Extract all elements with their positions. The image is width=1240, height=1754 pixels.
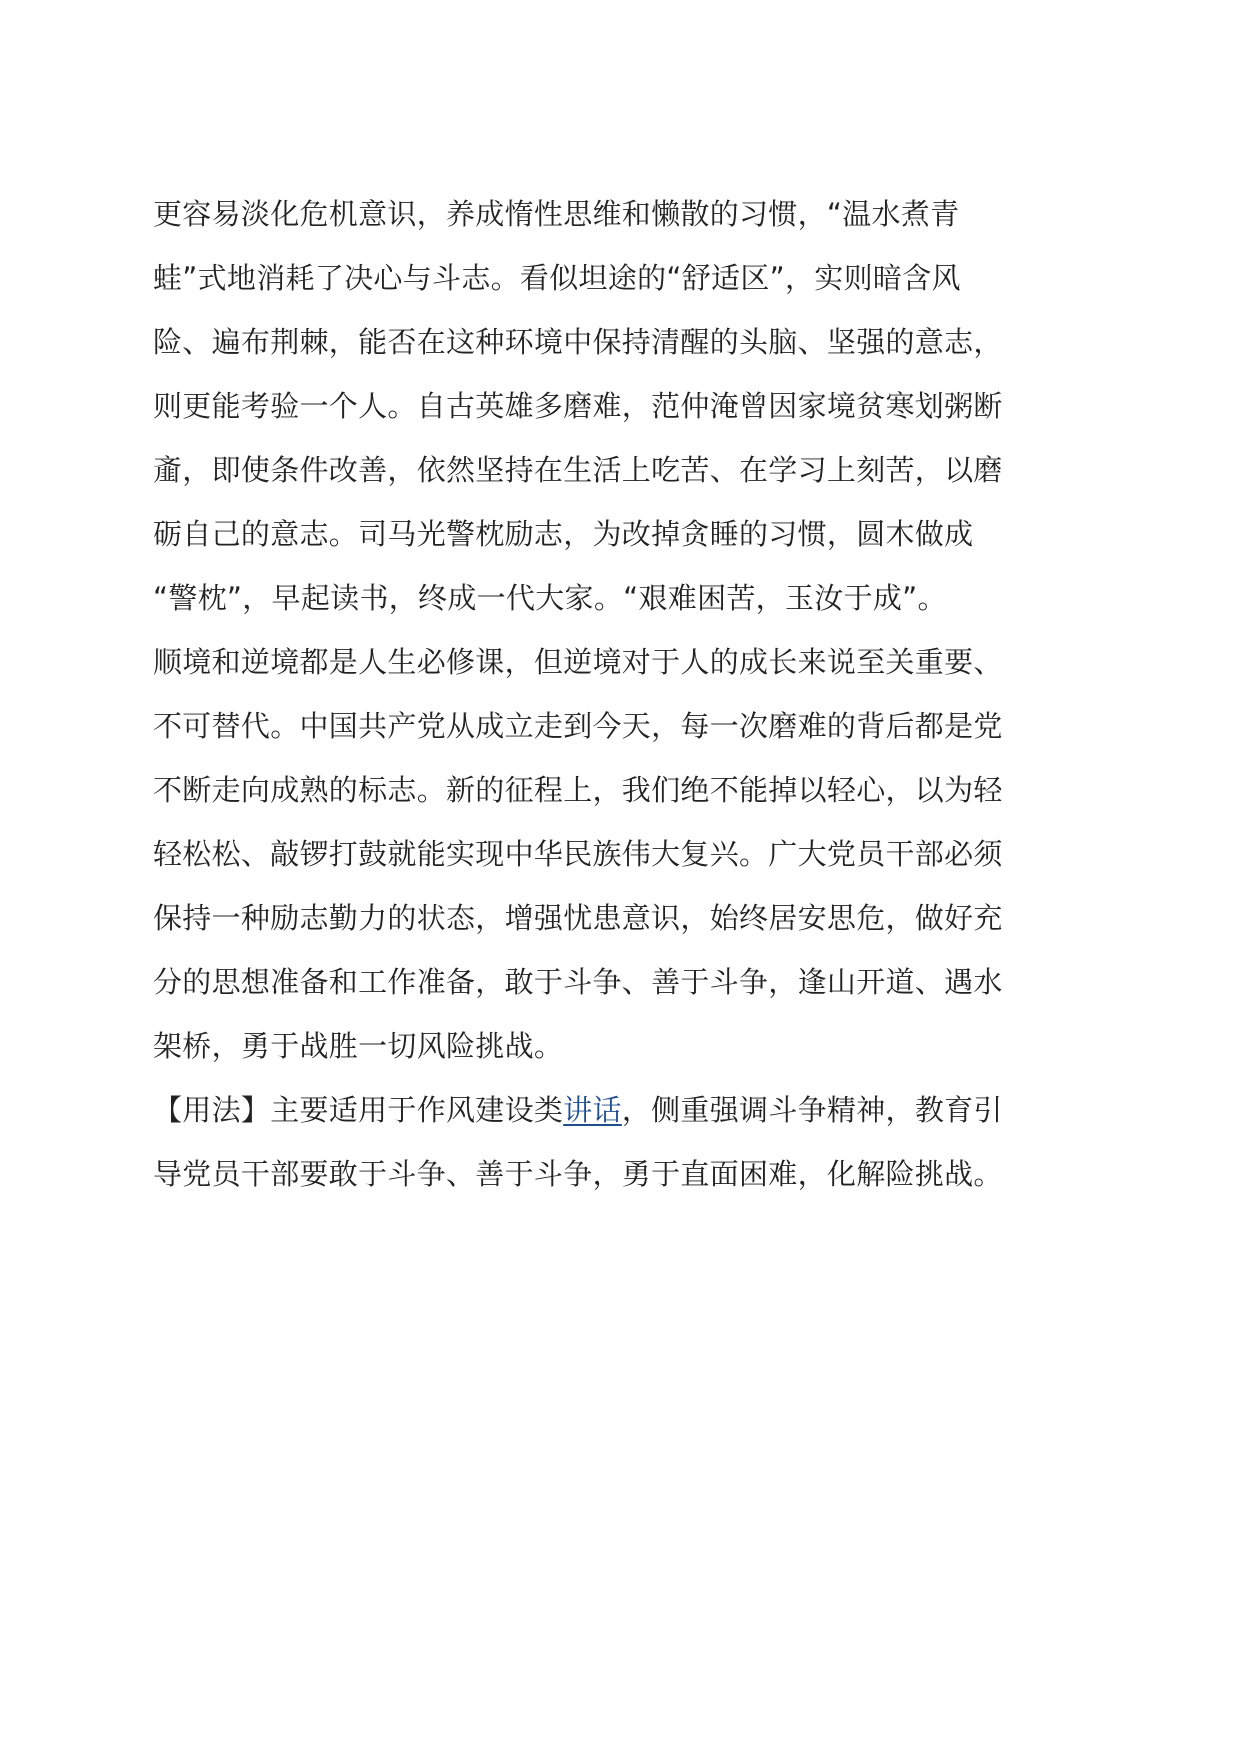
body-text [153,182,1073,1206]
paragraph-line: 不可替代。中国共产党从成立走到今天，每一次磨难的背后都是党 [153,709,1003,743]
paragraph-line: 顺境和逆境都是人生必修课，但逆境对于人的成长来说至关重要、 [153,645,1003,679]
paragraph-line: 蛙”式地消耗了决心与斗志。看似坦途的“舒适区”，实则暗含风 [153,261,961,295]
paragraph-line: 分的思想准备和工作准备，敢于斗争、善于斗争，逢山开道、遇水 [153,965,1003,999]
paragraph-line: 齑，即使条件改善，依然坚持在生活上吃苦、在学习上刻苦，以磨 [153,453,1003,487]
paragraph-line: 架桥，勇于战胜一切风险挑战。 [153,1029,564,1063]
paragraph-line: 轻松松、敲锣打鼓就能实现中华民族伟大复兴。广大党员干部必须 [153,837,1003,871]
usage-line-1 [153,1078,1073,1142]
paragraph-line: 不断走向成熟的标志。新的征程上，我们绝不能掉以轻心，以为轻 [153,773,1003,807]
usage-prefix: 【用法】主要适用于作风建设类 [153,1093,564,1127]
paragraph-line: 则更能考验一个人。自古英雄多磨难，范仲淹曾因家境贫寒划粥断 [153,389,1003,423]
paragraph-line: “警枕”，早起读书，终成一代大家。“艰难困苦，玉汝于成”。 [153,581,947,615]
usage-line-2: 导党员干部要敢于斗争、善于斗争，勇于直面困难，化解险挑战。 [153,1157,1003,1191]
speech-link[interactable]: 讲话 [563,1093,622,1127]
paragraph-line: 砺自己的意志。司马光警枕励志，为改掉贪睡的习惯，圆木做成 [153,517,974,551]
paragraph-line: 保持一种励志勤力的状态，增强忧患意识，始终居安思危，做好充 [153,901,1003,935]
usage-suffix: ，侧重强调斗争精神，教育引 [621,1093,1003,1127]
paragraph-line: 更容易淡化危机意识，养成惰性思维和懒散的习惯，“温水煮青 [153,197,960,231]
paragraph-line: 险、遍布荆棘，能否在这种环境中保持清醒的头脑、坚强的意志， [153,325,1003,359]
